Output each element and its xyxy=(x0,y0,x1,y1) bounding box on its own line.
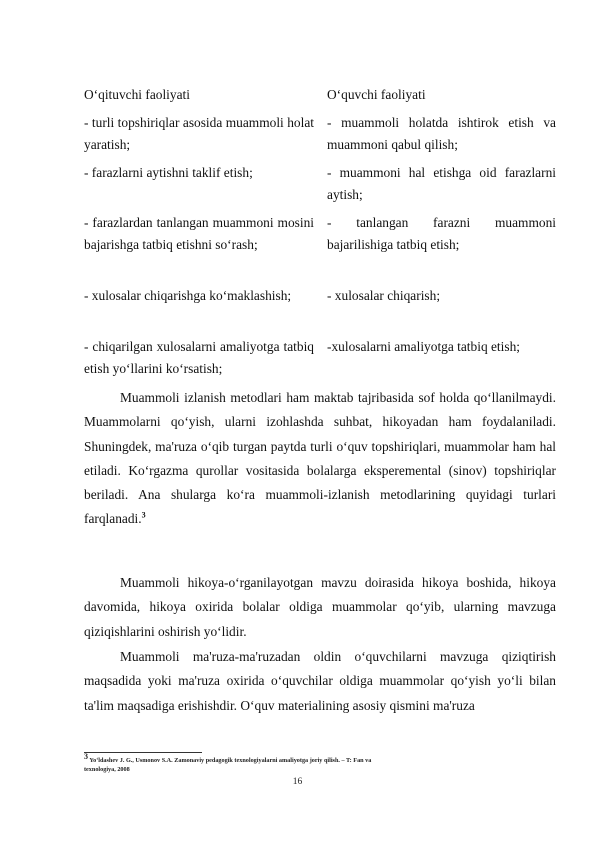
student-activity-cell: - tanlangan farazni muammoni bajarilishiga tatbiq etish; xyxy=(327,215,556,252)
table-row xyxy=(84,336,556,380)
table-header-row xyxy=(84,84,556,106)
teacher-activity-cell: - xulosalar chiqarishga ko‘maklashish; xyxy=(84,288,292,303)
teacher-activity-cell: - chiqarilgan xulosalarni amaliyotga tatbiq etish yo‘llarini ko‘rsatish; xyxy=(84,339,314,376)
activity-table xyxy=(84,84,556,380)
teacher-activity-cell: - turli topshiriqlar asosida muammoli holat yaratish; xyxy=(84,115,314,152)
footnote xyxy=(84,751,384,774)
student-activity-cell: - muammoli holatda ishtirok etish va muammoni qabul qilish; xyxy=(327,115,556,152)
student-activity-header: O‘quvchi faoliyati xyxy=(327,87,426,102)
table-row xyxy=(84,212,556,256)
student-activity-cell: -xulosalarni amaliyotga tatbiq etish; xyxy=(327,339,521,354)
footnote-text: Yo‘ldashev J. G., Usmonov S.A. Zamonaviy pedagogik texnologiyalarni amaliyotga joriy qilish. – T: Fan va texnologiya, 2008 xyxy=(84,757,372,773)
teacher-activity-cell: - farazlardan tanlangan muammoni mosini bajarishga tatbiq etishni so‘rash; xyxy=(84,215,314,252)
body-paragraph: Muammoli izlanish metodlari ham maktab tajribasida sof holda qo‘llanilmaydi. Muammolarni qo‘yish, ularni izohlashda suhbat, hikoyadan ham foydalaniladi. Shuningdek, ma'ruza o‘qib turgan paytda turli o‘quv topshiriqlari, muammolar ham hal etiladi. Ko‘rgazma qurollar vositasida bolalarga eksperemental (sinov) topshiriqlar beriladi. Ana shularga ko‘ra muammoli-izlanish metodlarining quyidagi turlari farqlanadi.$^3$ xyxy=(84,390,556,527)
teacher-activity-header: O‘qituvchi faoliyati xyxy=(84,87,190,102)
footnote-divider xyxy=(84,752,202,753)
footnote-reference: 3 xyxy=(141,511,146,521)
body-paragraph: Muammoli ma'ruza-ma'ruzadan oldin o‘quvchilarni mavzuga qiziqtirish maqsadida yoki ma'ruza oxirida o‘quvchilar oldiga muammolar qo‘yish yo‘li bilan ta'lim maqsadiga erishishdir. O‘quv materialining asosiy qismini ma'ruza xyxy=(84,649,556,713)
page-number: 16 xyxy=(292,777,303,787)
footnote-marker: 3 xyxy=(84,751,88,761)
body-paragraph: Muammoli hikoya-o‘rganilayotgan mavzu doirasida hikoya boshida, hikoya davomida, hikoya oxirida bolalar oldiga muammolar qo‘yib, ularning mavzuga qiziqishlarini oshirish yo‘lidir. xyxy=(84,575,556,639)
table-row xyxy=(84,162,556,206)
student-activity-cell: - xulosalar chiqarish; xyxy=(327,288,441,303)
teacher-activity-cell: - farazlarni aytishni taklif etish; xyxy=(84,165,253,180)
student-activity-cell: - muammoni hal etishga oid farazlarni aytish; xyxy=(327,165,556,202)
table-row xyxy=(84,285,556,307)
table-row xyxy=(84,112,556,156)
